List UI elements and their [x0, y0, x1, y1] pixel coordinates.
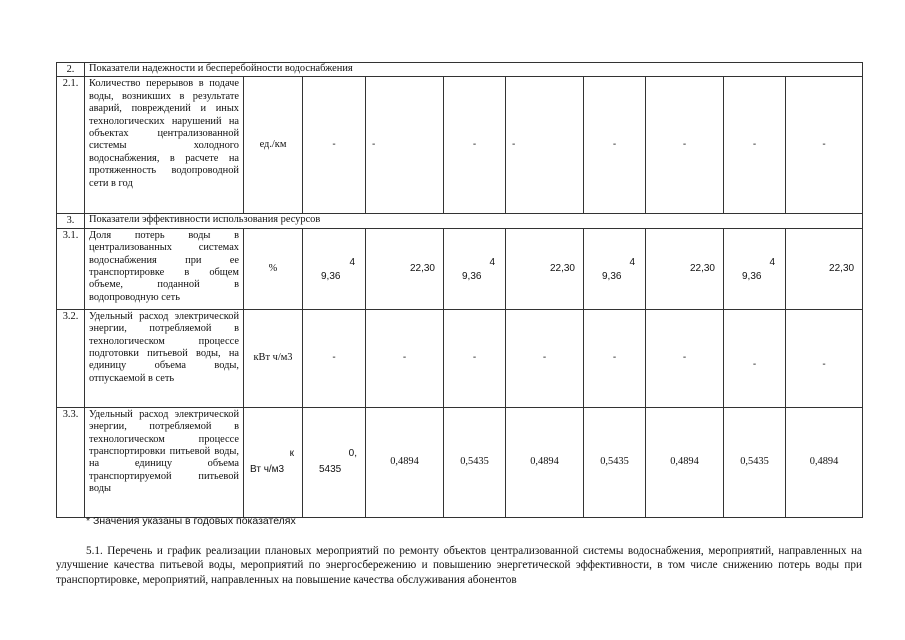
value-cell: 0,4894 [506, 407, 584, 517]
split-value-top: 4 [349, 256, 355, 268]
value-cell: - [303, 309, 366, 407]
indicator-name: Количество перерывов в подаче воды, возникших в результате аварий, повреждений и иных технологических нарушений на объектах централизованной системы холодного водоснабжения, в расчете на протяженность водопроводной сети в год [85, 77, 244, 214]
table-row [57, 77, 863, 214]
split-value-cell [444, 228, 506, 309]
value-cell: 0,4894 [646, 407, 724, 517]
unit-cell: кВт ч/м3 [244, 309, 303, 407]
indicators-table [56, 62, 863, 518]
row-number: 3.1. [57, 228, 85, 309]
split-value-bottom: 9,36 [462, 270, 482, 282]
value-cell: 0,5435 [584, 407, 646, 517]
indicator-name: Доля потерь воды в централизованных системах водоснабжения при ее транспортировке в общем объеме, поданной в водопроводную сеть [85, 228, 244, 309]
indicator-name: Удельный расход электрической энергии, потребляемой в технологическом процессе подготовки питьевой воды, на единицу объема воды, отпускаемой в сеть [85, 309, 244, 407]
section-title: Показатели надежности и бесперебойности водоснабжения [85, 63, 863, 77]
section-row [57, 214, 863, 228]
table-row [57, 407, 863, 517]
section-title: Показатели эффективности использования ресурсов [85, 214, 863, 228]
value-cell: - [646, 309, 724, 407]
table-row [57, 309, 863, 407]
value-cell: 0,4894 [786, 407, 863, 517]
value-cell: - [506, 309, 584, 407]
section-paragraph: 5.1. Перечень и график реализации плановых мероприятий по ремонту объектов централизованной системы водоснабжения, мероприятий, направленных на улучшение качества питьевой воды, мероприятий по энергосбережению и повышению энергетической эффективности, в том числе снижению потерь воды при транспортировке, мероприятий, направленных на повышение качества обслуживания абонентов [56, 545, 862, 586]
section-row [57, 63, 863, 77]
split-value-bottom: 9,36 [602, 270, 622, 282]
unit-cell: % [244, 228, 303, 309]
split-value-cell [724, 228, 786, 309]
split-value-top: 4 [629, 256, 635, 268]
split-value-bottom: 9,36 [321, 270, 341, 282]
value-cell: - [584, 77, 646, 214]
indicator-name: Удельный расход электрической энергии, потребляемой в технологическом процессе транспортировки питьевой воды, на единицу объема транспортируемой питьевой воды [85, 407, 244, 517]
value-cell: 0,4894 [366, 407, 444, 517]
table-row [57, 228, 863, 309]
value-cell: - [366, 77, 444, 214]
split-value-cell [303, 407, 366, 517]
split-value-cell [303, 228, 366, 309]
row-number: 2.1. [57, 77, 85, 214]
value-cell: - [584, 309, 646, 407]
value-cell: - [303, 77, 366, 214]
split-value-cell [584, 228, 646, 309]
section-number: 2. [57, 63, 85, 77]
split-value-top: 4 [489, 256, 495, 268]
value-cell: - [444, 309, 506, 407]
value-cell: - [366, 309, 444, 407]
value-cell: 22,30 [506, 228, 584, 309]
row-number: 3.3. [57, 407, 85, 517]
footnote: * Значения указаны в годовых показателях [86, 515, 296, 527]
value-cell: - [786, 77, 863, 214]
value-cell: 0,5435 [724, 407, 786, 517]
value-cell: - [724, 309, 786, 407]
value-cell: - [444, 77, 506, 214]
unit-cell: ед./км [244, 77, 303, 214]
unit-bottom: Вт ч/м3 [250, 463, 285, 475]
section-number: 3. [57, 214, 85, 228]
value-cell: 22,30 [366, 228, 444, 309]
split-value-bottom: 9,36 [742, 270, 762, 282]
row-number: 3.2. [57, 309, 85, 407]
split-value-top: 4 [769, 256, 775, 268]
value-cell: - [646, 77, 724, 214]
value-cell: 22,30 [646, 228, 724, 309]
value-cell: - [786, 309, 863, 407]
unit-cell [244, 407, 303, 517]
value-cell: - [724, 77, 786, 214]
unit-top: к [289, 447, 294, 459]
value-cell: 0,5435 [444, 407, 506, 517]
value-cell: - [506, 77, 584, 214]
split-value-bottom: 5435 [319, 463, 342, 475]
value-cell: 22,30 [786, 228, 863, 309]
split-value-top: 0, [348, 447, 357, 459]
